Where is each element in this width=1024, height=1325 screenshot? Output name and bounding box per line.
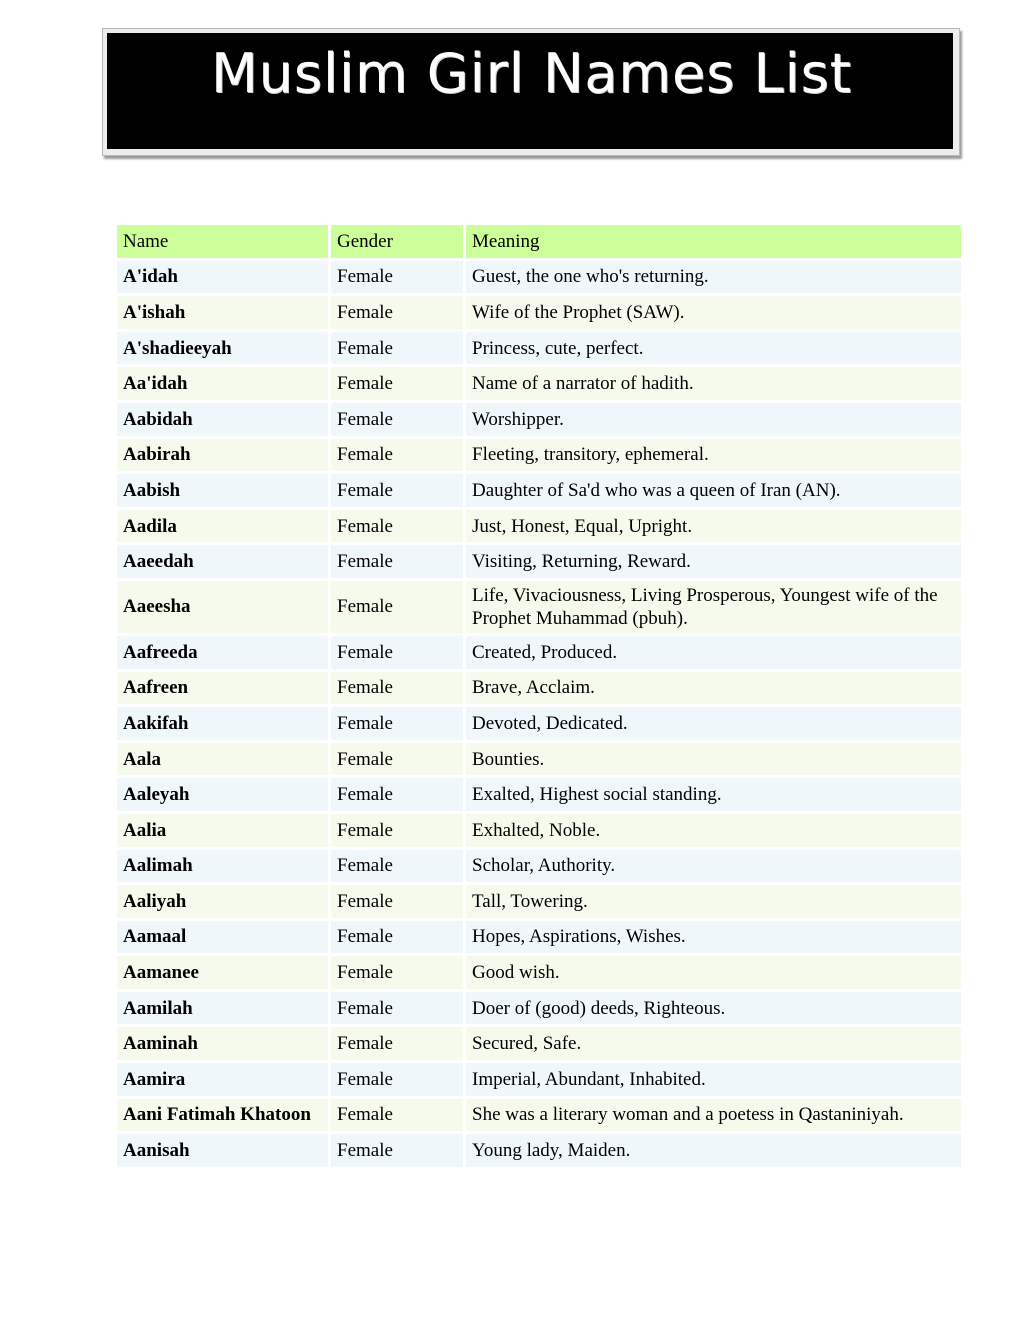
table-row [117,885,961,918]
table-row [117,1099,961,1132]
gender-cell: Female [331,296,463,329]
table-row [117,778,961,811]
gender-cell: Female [331,1027,463,1060]
name-cell: A'ishah [117,296,328,329]
page-title: Muslim Girl Names List [211,42,852,105]
gender-cell: Female [331,545,463,578]
gender-cell: Female [331,403,463,436]
table-row [117,403,961,436]
name-cell: A'shadieeyah [117,332,328,365]
meaning-cell: Bounties. [466,743,961,776]
title-banner-frame [102,28,960,156]
name-cell: Aabidah [117,403,328,436]
meaning-cell: Doer of (good) deeds, Righteous. [466,992,961,1025]
name-cell: Aaeesha [117,581,328,633]
gender-cell: Female [331,1063,463,1096]
meaning-cell: Name of a narrator of hadith. [466,367,961,400]
name-cell: Aabish [117,474,328,507]
gender-cell: Female [331,367,463,400]
table-row [117,707,961,740]
name-cell: Aaleyah [117,778,328,811]
meaning-cell: Wife of the Prophet (SAW). [466,296,961,329]
name-cell: Aafreen [117,672,328,705]
name-cell: Aalimah [117,850,328,883]
meaning-cell: Daughter of Sa'd who was a queen of Iran (AN). [466,474,961,507]
name-cell: Aaliyah [117,885,328,918]
gender-cell: Female [331,921,463,954]
table-row [117,439,961,472]
meaning-cell: Guest, the one who's returning. [466,261,961,294]
name-cell: Aalia [117,814,328,847]
gender-cell: Female [331,672,463,705]
meaning-cell: Imperial, Abundant, Inhabited. [466,1063,961,1096]
column-header-meaning: Meaning [466,225,961,258]
gender-cell: Female [331,814,463,847]
gender-cell: Female [331,439,463,472]
meaning-cell: Exhalted, Noble. [466,814,961,847]
table-row [117,261,961,294]
meaning-cell: Secured, Safe. [466,1027,961,1060]
name-cell: Aakifah [117,707,328,740]
gender-cell: Female [331,707,463,740]
table-row [117,510,961,543]
gender-cell: Female [331,992,463,1025]
meaning-cell: Tall, Towering. [466,885,961,918]
name-cell: Aamanee [117,956,328,989]
table-row [117,545,961,578]
table-row [117,1134,961,1167]
table-row [117,992,961,1025]
meaning-cell: Created, Produced. [466,636,961,669]
gender-cell: Female [331,885,463,918]
name-cell: Aamira [117,1063,328,1096]
table-row [117,743,961,776]
table-row [117,672,961,705]
name-cell: Aani Fatimah Khatoon [117,1099,328,1132]
meaning-cell: Princess, cute, perfect. [466,332,961,365]
table-header-row [117,225,961,258]
table-row [117,636,961,669]
column-header-name: Name [117,225,328,258]
gender-cell: Female [331,332,463,365]
name-cell: Aamaal [117,921,328,954]
table-row [117,921,961,954]
meaning-cell: Life, Vivaciousness, Living Prosperous, Youngest wife of the Prophet Muhammad (pbuh). [466,581,961,633]
table-row [117,956,961,989]
meaning-cell: Young lady, Maiden. [466,1134,961,1167]
name-cell: Aaeedah [117,545,328,578]
name-cell: Aala [117,743,328,776]
name-cell: Aabirah [117,439,328,472]
title-banner [107,33,953,149]
gender-cell: Female [331,510,463,543]
meaning-cell: Good wish. [466,956,961,989]
table-row [117,296,961,329]
name-cell: Aa'idah [117,367,328,400]
gender-cell: Female [331,261,463,294]
gender-cell: Female [331,636,463,669]
name-cell: Aamilah [117,992,328,1025]
meaning-cell: Worshipper. [466,403,961,436]
meaning-cell: Hopes, Aspirations, Wishes. [466,921,961,954]
gender-cell: Female [331,1099,463,1132]
meaning-cell: Devoted, Dedicated. [466,707,961,740]
meaning-cell: Fleeting, transitory, ephemeral. [466,439,961,472]
name-cell: Aadila [117,510,328,543]
gender-cell: Female [331,778,463,811]
gender-cell: Female [331,850,463,883]
table-row [117,1063,961,1096]
meaning-cell: She was a literary woman and a poetess in Qastaniniyah. [466,1099,961,1132]
gender-cell: Female [331,956,463,989]
name-cell: A'idah [117,261,328,294]
name-cell: Aafreeda [117,636,328,669]
table-row [117,474,961,507]
table-row [117,814,961,847]
name-cell: Aanisah [117,1134,328,1167]
gender-cell: Female [331,474,463,507]
names-table [114,222,964,1170]
column-header-gender: Gender [331,225,463,258]
meaning-cell: Visiting, Returning, Reward. [466,545,961,578]
name-cell: Aaminah [117,1027,328,1060]
table-row [117,581,961,633]
table-row [117,332,961,365]
gender-cell: Female [331,581,463,633]
table-row [117,367,961,400]
table-row [117,850,961,883]
meaning-cell: Just, Honest, Equal, Upright. [466,510,961,543]
meaning-cell: Scholar, Authority. [466,850,961,883]
gender-cell: Female [331,1134,463,1167]
meaning-cell: Exalted, Highest social standing. [466,778,961,811]
table-row [117,1027,961,1060]
gender-cell: Female [331,743,463,776]
meaning-cell: Brave, Acclaim. [466,672,961,705]
